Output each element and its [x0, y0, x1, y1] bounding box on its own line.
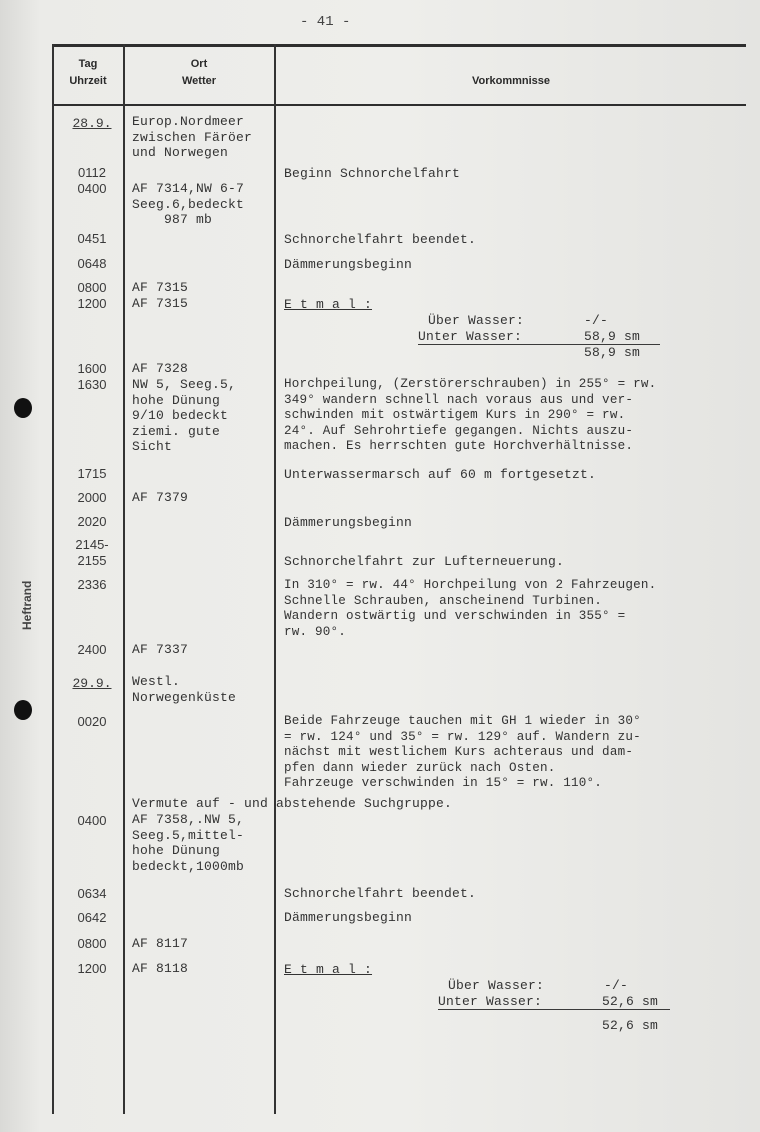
- time-r7: 1200: [77, 296, 107, 311]
- time-r21: 0642: [77, 910, 107, 925]
- event-r2: Beginn Schnorchelfahrt: [284, 166, 461, 181]
- event-r18: Vermute auf - und abstehende Suchgruppe.: [132, 796, 453, 811]
- etmal2-unter-label: Unter Wasser:: [438, 994, 543, 1009]
- header-tag: Tag: [78, 58, 98, 70]
- header-vorkommnisse: Vorkommnisse: [471, 75, 551, 87]
- time-r20: 0634: [77, 886, 107, 901]
- etmal-label-1: E t m a l :: [284, 297, 373, 312]
- time-r13: 2145- 2155: [75, 537, 109, 568]
- time-r14: 2336: [77, 577, 107, 592]
- etmal-label-2: E t m a l :: [284, 962, 373, 977]
- punch-hole-bottom: [14, 700, 32, 720]
- header-wetter: Wetter: [181, 75, 217, 87]
- etmal2-sum-rule: [438, 1009, 670, 1010]
- time-r6: 0800: [77, 280, 107, 295]
- table-left-border: [52, 44, 54, 1114]
- location-r16: Westl. Norwegenküste: [132, 674, 237, 705]
- header-ort: Ort: [190, 58, 208, 70]
- event-r10: Unterwassermarsch auf 60 m fortgesetzt.: [284, 467, 597, 482]
- etmal2-total: 52,6 sm: [602, 1018, 659, 1033]
- time-r12: 2020: [77, 514, 107, 529]
- header-uhrzeit: Uhrzeit: [69, 75, 107, 87]
- time-r3: 0400: [77, 181, 107, 196]
- time-r11: 2000: [77, 490, 107, 505]
- location-r22: AF 8117: [132, 936, 189, 951]
- header-bottom-border: [52, 104, 746, 106]
- etmal2-unter-value: 52,6 sm: [602, 994, 659, 1009]
- time-r17: 0020: [77, 714, 107, 729]
- date-29-9: 29.9.: [72, 676, 112, 691]
- time-r23: 1200: [77, 961, 107, 976]
- time-r15: 2400: [77, 642, 107, 657]
- location-r9: NW 5, Seeg.5, hohe Dünung 9/10 bedeckt ziemi. gute Sicht: [132, 377, 237, 454]
- time-r8: 1600: [77, 361, 107, 376]
- etmal1-ueber-value: -/-: [584, 313, 609, 328]
- header-ort-wetter: [125, 56, 273, 90]
- location-r7: AF 7315: [132, 296, 189, 311]
- margin-label: Heftrand: [20, 580, 34, 630]
- event-r14: In 310° = rw. 44° Horchpeilung von 2 Fahrzeugen. Schnelle Schrauben, anscheinend Turbinen. Wandern ostwärtig und verschwinden in 355° = rw. 90°.: [284, 578, 657, 639]
- time-r10: 1715: [77, 466, 107, 481]
- location-r1: Europ.Nordmeer zwischen Färöer und Norwegen: [132, 114, 253, 160]
- event-r20: Schnorchelfahrt beendet.: [284, 886, 477, 901]
- location-r15: AF 7337: [132, 642, 189, 657]
- location-r23: AF 8118: [132, 961, 189, 976]
- date-28-9: 28.9.: [72, 116, 112, 131]
- location-r8: AF 7328: [132, 361, 189, 376]
- etmal1-total: 58,9 sm: [584, 345, 641, 360]
- time-r5: 0648: [77, 256, 107, 271]
- etmal1-unter-value: 58,9 sm: [584, 329, 641, 344]
- etmal2-ueber-value: -/-: [604, 978, 629, 993]
- location-r3: AF 7314,NW 6-7 Seeg.6,bedeckt 987 mb: [132, 181, 245, 227]
- location-r19: AF 7358,.NW 5, Seeg.5,mittel- hohe Dünung bedeckt,1000mb: [132, 812, 245, 874]
- event-r17: Beide Fahrzeuge tauchen mit GH 1 wieder in 30° = rw. 124° und 35° = rw. 129° auf. Wandern zu- nächst mit westlichem Kurs achteraus und dam- pfen dann wieder zurück nach Osten. Fahrzeuge verschwinden in 15° = rw. 110°.: [284, 714, 641, 790]
- etmal1-ueber-label: Über Wasser:: [428, 313, 525, 328]
- location-r6: AF 7315: [132, 280, 189, 295]
- punch-hole-top: [14, 398, 32, 418]
- header-tag-uhrzeit: [54, 56, 122, 90]
- time-r22: 0800: [77, 936, 107, 951]
- time-r19: 0400: [77, 813, 107, 828]
- location-r11: AF 7379: [132, 490, 189, 505]
- time-r4: 0451: [77, 231, 107, 246]
- event-r13: Schnorchelfahrt zur Lufterneuerung.: [284, 554, 565, 569]
- event-r5: Dämmerungsbeginn: [284, 257, 413, 272]
- etmal2-ueber-label: Über Wasser:: [448, 978, 545, 993]
- time-r9: 1630: [77, 377, 107, 392]
- time-r2: 0112: [78, 165, 106, 180]
- column-divider-1: [123, 44, 125, 1114]
- table-top-border: [52, 44, 746, 47]
- event-r9: Horchpeilung, (Zerstörerschrauben) in 255° = rw. 349° wandern schnell nach voraus aus und ver- schwinden mit ostwärtigem Kurs in 290° = rw. 24°. Auf Sehrohrtiefe gegangen. Nichts auszu- machen. Es herrschten gute Horchverhältnisse.: [284, 377, 657, 453]
- page-number: - 41 -: [300, 14, 351, 30]
- etmal1-unter-label: Unter Wasser:: [418, 329, 523, 344]
- column-divider-2: [274, 44, 276, 1114]
- event-r12: Dämmerungsbeginn: [284, 515, 413, 530]
- event-r21: Dämmerungsbeginn: [284, 910, 413, 925]
- event-r4: Schnorchelfahrt beendet.: [284, 232, 477, 247]
